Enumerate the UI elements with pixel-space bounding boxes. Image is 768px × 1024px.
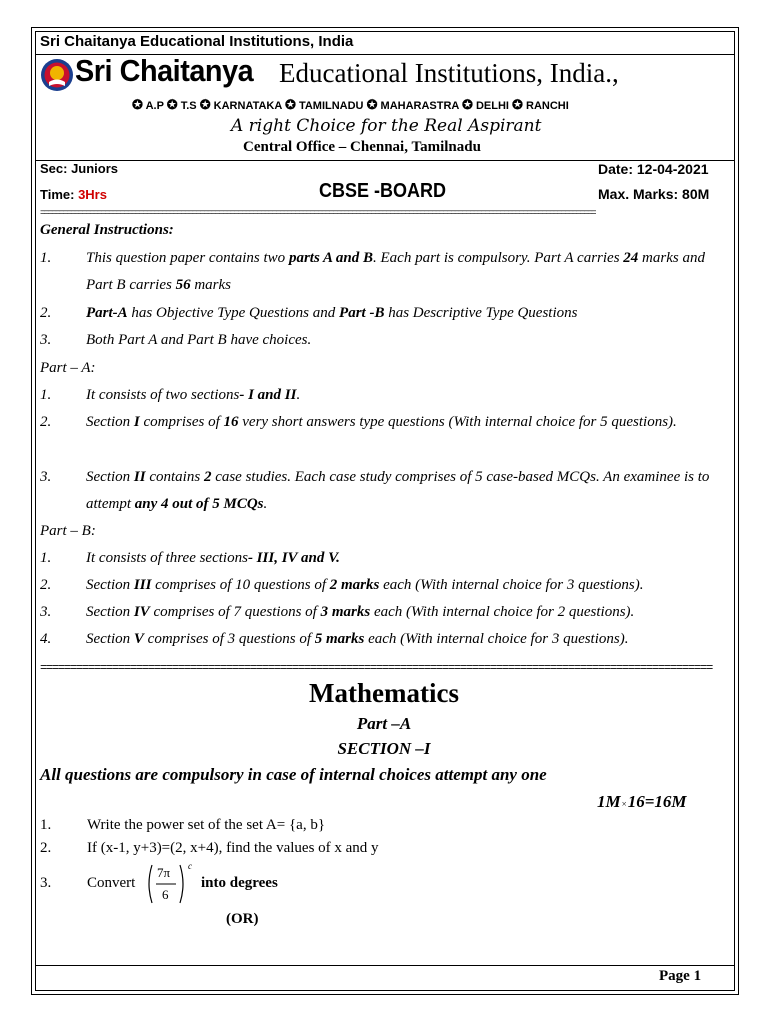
item-text: Section II contains 2 case studies. Each case study comprises of 5 case-based MCQs. An examinee is to attempt any 4 out of 5 MCQs. — [86, 469, 710, 512]
section-marks — [597, 792, 687, 812]
item-number: 2. — [40, 577, 52, 593]
part-b-item — [40, 572, 720, 599]
board-title: CBSE -BOARD — [319, 180, 447, 202]
item-text: It consists of three sections- III, IV and V. — [86, 550, 340, 566]
item-text: Part-A has Objective Type Questions and Part -B has Descriptive Type Questions — [86, 305, 578, 321]
or-label: (OR) — [226, 911, 259, 927]
part-a-item — [40, 382, 720, 409]
instruction-item — [40, 245, 720, 299]
fraction-numerator: 7π — [157, 865, 171, 880]
section-title: SECTION –I — [337, 739, 431, 758]
brand-subtitle: Educational Institutions, India., — [279, 58, 619, 88]
item-text: Section V comprises of 3 questions of 5 marks each (With internal choice for 3 questions). — [86, 631, 629, 647]
marks-total: 16=16M — [627, 792, 687, 811]
instruction-item — [40, 327, 720, 354]
question-item — [40, 840, 379, 857]
question-text: Convert — [87, 875, 136, 891]
tagline: A right Choice for the Real Aspirant — [231, 116, 542, 136]
item-text: It consists of two sections- I and II. — [86, 387, 301, 403]
section-label: Sec: Juniors — [40, 161, 119, 176]
central-office: Central Office – Chennai, Tamilnadu — [243, 139, 481, 155]
part-b-item — [40, 545, 720, 572]
item-number: 3. — [40, 604, 52, 620]
top-institution-line: Sri Chaitanya Educational Institutions, India — [40, 33, 354, 50]
item-number: 2. — [40, 414, 52, 430]
part-title: Part –A — [356, 714, 412, 733]
item-number: 3. — [40, 469, 52, 485]
marks-prefix: 1M — [597, 792, 621, 811]
marks-times: × — [621, 799, 627, 809]
question-fraction — [146, 861, 194, 907]
state-item: T.S — [180, 100, 197, 112]
state-item: TAMILNADU — [298, 100, 364, 112]
part-a-heading: Part – A: — [40, 360, 96, 376]
time-field — [40, 187, 107, 202]
item-text: This question paper contains two parts A and B. Each part is compulsory. Part A carries 24 marks and Part B carries 56 marks — [86, 250, 705, 293]
separator-line: ================================================================================================================================================== — [40, 209, 595, 218]
item-text: Section I comprises of 16 very short answers type questions (With internal choice for 5 questions). — [86, 414, 677, 430]
part-b-item — [40, 626, 720, 653]
question-item — [40, 817, 326, 834]
state-item: A.P — [145, 100, 164, 112]
item-number: 1. — [40, 387, 52, 403]
state-item: MAHARASTRA — [380, 100, 459, 112]
radian-superscript: c — [188, 861, 192, 871]
part-a-item — [40, 464, 720, 518]
item-text: Section IV comprises of 7 questions of 3 marks each (With internal choice for 2 questions). — [86, 604, 635, 620]
logo-emblem-icon — [40, 58, 74, 92]
item-number: 2. — [40, 305, 52, 321]
part-b-item — [40, 599, 720, 626]
star-icon: ✪ — [366, 97, 378, 112]
state-item: DELHI — [475, 100, 509, 112]
footer-divider — [36, 965, 734, 966]
item-text: Both Part A and Part B have choices. — [86, 332, 312, 348]
item-number: 4. — [40, 631, 52, 647]
state-list — [132, 97, 569, 113]
exam-date: Date: 12-04-2021 — [598, 161, 709, 177]
star-icon: ✪ — [199, 97, 211, 112]
state-item: RANCHI — [526, 100, 569, 112]
star-icon: ✪ — [166, 97, 178, 112]
separator-line: ================================================================================================================ — [40, 662, 713, 674]
subject-title: Mathematics — [309, 678, 459, 708]
max-marks: Max. Marks: 80M — [598, 186, 710, 202]
time-label: Time: — [40, 187, 79, 202]
question-item — [40, 875, 136, 892]
instruction-item — [40, 300, 720, 327]
item-number: 3. — [40, 332, 52, 348]
question-number: 2. — [40, 840, 52, 856]
time-value: 3Hrs — [78, 187, 107, 202]
item-number: 1. — [40, 550, 52, 566]
fraction-denominator: 6 — [162, 887, 169, 902]
star-icon: ✪ — [512, 97, 523, 112]
brand-name: Sri Chaitanya — [75, 53, 254, 88]
star-icon: ✪ — [132, 97, 143, 112]
item-number: 1. — [40, 250, 52, 266]
question-number: 1. — [40, 817, 52, 833]
star-icon: ✪ — [284, 97, 296, 112]
item-text: Section III comprises of 10 questions of 2 marks each (With internal choice for 3 questions). — [86, 577, 644, 593]
state-item: KARNATAKA — [213, 100, 282, 112]
instructions-heading: General Instructions: — [40, 222, 174, 238]
part-b-heading: Part – B: — [40, 523, 96, 539]
question-text: Write the power set of the set A= {a, b} — [87, 817, 326, 833]
star-icon: ✪ — [462, 97, 473, 112]
page-number: Page 1 — [659, 968, 702, 984]
logo — [40, 58, 74, 92]
question-number: 3. — [40, 875, 52, 891]
part-a-item — [40, 409, 720, 463]
question-text: If (x-1, y+3)=(2, x+4), find the values of x and y — [87, 840, 379, 856]
compulsory-note: All questions are compulsory in case of internal choices attempt any one — [40, 765, 547, 784]
question-suffix: into degrees — [201, 875, 278, 891]
